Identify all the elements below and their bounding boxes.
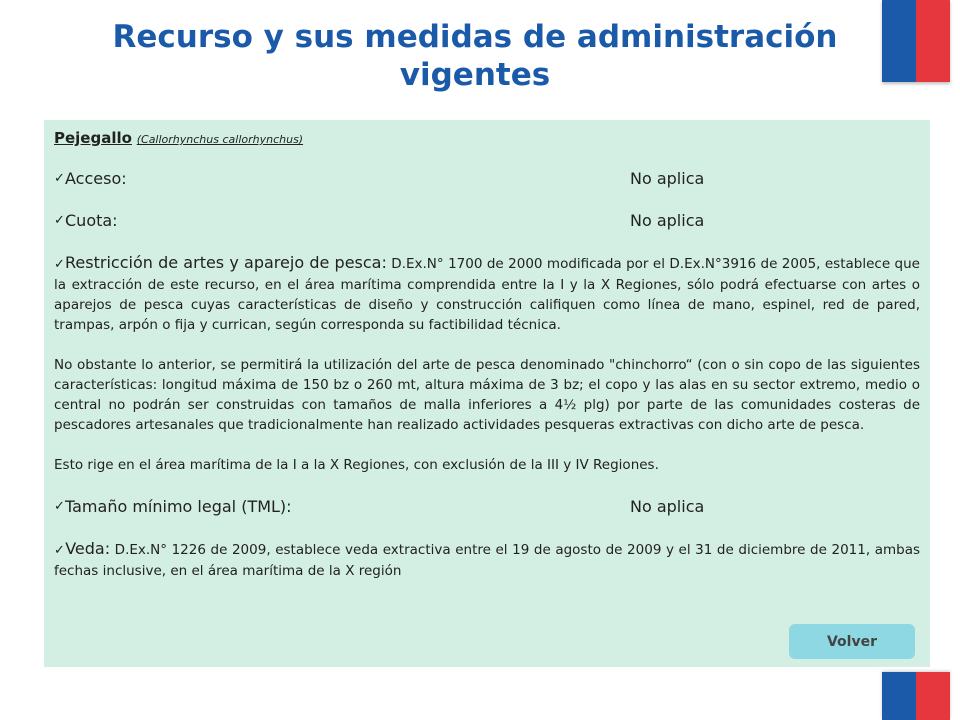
flag-logo-top — [882, 0, 950, 82]
veda-paragraph — [54, 539, 920, 581]
species-scientific-name: (Callorhynchus callorhynchus) — [136, 133, 304, 146]
regions-paragraph: Esto rige en el área marítima de la I a la X Regiones, con exclusión de la III y IV Regiones. — [54, 457, 659, 473]
cuota-label: Cuota: — [65, 211, 118, 230]
check-icon: ✓ — [54, 213, 65, 228]
tml-row — [54, 497, 920, 517]
flag-logo-bottom — [882, 672, 950, 720]
check-icon: ✓ — [54, 171, 65, 186]
species-heading — [54, 129, 920, 147]
tml-label: Tamaño mínimo legal (TML): — [65, 497, 292, 516]
chinchorro-paragraph: No obstante lo anterior, se permitirá la utilización del arte de pesca denominado "chinchorro“ (con o sin copo de las siguientes características: longitud máxima de 150 bz o 260 mt, altura máxima de 3 bz; el copo y las alas en su sector extremo, medio o central no podrán ser construidas con tamaños de malla inferiores a 4½ plg) por parte de las comunidades costeras de pescadores artesanales que tradicionalmente han realizado actividades pesqueras extractivas con dicho arte de pesca. — [54, 357, 920, 433]
veda-text: D.Ex.N° 1226 de 2009, establece veda extractiva entre el 19 de agosto de 2009 y el 31 de diciembre de 2011, ambas fechas inclusive, en el área marítima de la X región — [54, 542, 920, 579]
species-common-name: Pejegallo — [54, 129, 132, 147]
tml-value: No aplica — [630, 497, 705, 516]
check-icon: ✓ — [54, 257, 66, 272]
page-title: Recurso y sus medidas de administración vigentes — [112, 19, 838, 93]
restriccion-paragraph — [54, 253, 920, 335]
check-icon: ✓ — [54, 499, 65, 514]
veda-label: Veda: — [65, 539, 111, 558]
cuota-value: No aplica — [630, 211, 705, 230]
content-panel — [44, 120, 930, 667]
restriccion-label: Restricción de artes y aparejo de pesca: — [65, 253, 387, 272]
check-icon: ✓ — [54, 543, 66, 558]
acceso-label: Acceso: — [65, 169, 127, 188]
acceso-row — [54, 169, 920, 189]
cuota-row — [54, 211, 920, 231]
restriccion-text: D.Ex.N° 1700 de 2000 modificada por el D.Ex.N°3916 de 2005, establece que la extracción de este recurso, en el área marítima comprendida entre la I y la X Regiones, sólo podrá efectuarse con artes o aparejos de pesca cuyas características de diseño y construcción califiquen como línea de mano, espinel, red de pared, trampas, arpón o fija y currican, según corresponda su factibilidad técnica. — [54, 256, 920, 333]
volver-button[interactable]: Volver — [789, 624, 915, 659]
acceso-value: No aplica — [630, 169, 705, 188]
